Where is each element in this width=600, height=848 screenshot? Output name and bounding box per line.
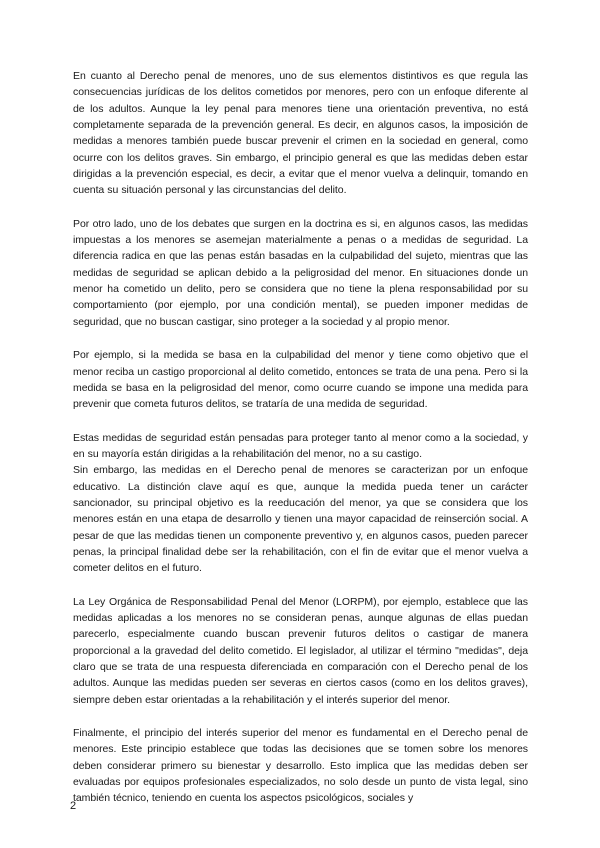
paragraph-lorpm: La Ley Orgánica de Responsabilidad Penal del Menor (LORPM), por ejemplo, establece que las medidas aplicadas a los menores no se consideran penas, aunque algunas de ellas puedan parecerlo, especialmente cuando buscan prevenir futuros delitos o castigar de manera proporcional a la gravedad del delito cometido. El legislador, al utilizar el término "medidas", deja claro que se trata de una respuesta diferenciada en comparación con el Derecho penal de los adultos. Aunque las medidas pueden ser severas en ciertos casos (como en los delitos graves), siempre deben estar orientadas a la rehabilitación y el interés superior del menor. (73, 595, 528, 706)
page-number: 2 (70, 800, 77, 812)
paragraph-interes-superior: Finalmente, el principio del interés superior del menor es fundamental en el Derecho penal de menores. Este principio establece que todas las decisiones que se tomen sobre los menores deben considerar primero su bienestar y desarrollo. Esto implica que las medidas deben ser evaluadas por equipos profesionales especializados, no solo desde un punto de vista legal, sino también técnico, teniendo en cuenta los aspectos psicológicos, sociales y (73, 727, 528, 805)
paragraph-medidas-seguridad: Estas medidas de seguridad están pensadas para proteger tanto al menor como a la sociedad, y en su mayoría están dirigidas a la rehabilitación del menor, no a su castigo. (73, 431, 528, 460)
paragraph-enfoque-educativo: Sin embargo, las medidas en el Derecho penal de menores se caracterizan por un enfoque educativo. La distinción clave aquí es que, aunque la medida pueda tener un carácter sancionador, su principal objetivo es la reeducación del menor, ya que se considera que los menores están en una etapa de desarrollo y tienen una mayor capacidad de reinserción social. A pesar de que las medidas tienen un componente preventivo y, en algunos casos, pueden parecer penas, la principal finalidad debe ser la rehabilitación, con el fin de evitar que el menor vuelva a cometer delitos en el futuro. (73, 464, 528, 575)
paragraph-derecho-penal-menores: En cuanto al Derecho penal de menores, uno de sus elementos distintivos es que regula las consecuencias jurídicas de los delitos cometidos por menores, pero con un enfoque diferente al de los adultos. Aunque la ley penal para menores tiene una orientación preventiva, no está completamente separada de la prevención general. Es decir, en algunos casos, la imposición de medidas a menores también puede buscar prevenir el crimen en la sociedad en general, como ocurre con los delitos graves. Sin embargo, el principio general es que las medidas deben estar dirigidas a la prevención especial, es decir, a evitar que el menor vuelva a delinquir, tomando en cuenta su situación personal y las circunstancias del delito. (73, 70, 528, 197)
paragraph-ejemplo-culpabilidad: Por ejemplo, si la medida se basa en la culpabilidad del menor y tiene como objetivo que el menor reciba un castigo proporcional al delito cometido, entonces se trata de una pena. Pero si la medida se basa en la peligrosidad del menor, como ocurre cuando se impone una medida para prevenir que cometa futuros delitos, se trataría de una medida de seguridad. (73, 349, 528, 411)
document-body (73, 68, 528, 824)
paragraph-debate-doctrina: Por otro lado, uno de los debates que surgen en la doctrina es si, en algunos casos, las medidas impuestas a los menores se asemejan materialmente a penas o a medidas de seguridad. La diferencia radica en que las penas están basadas en la culpabilidad del sujeto, mientras que las medidas de seguridad se aplican debido a la peligrosidad del menor. En situaciones donde un menor ha cometido un delito, pero se considera que no tiene la plena responsabilidad por su comportamiento (por ejemplo, por una condición mental), se pueden imponer medidas de seguridad, que no buscan castigar, sino proteger a la sociedad y al propio menor. (73, 217, 528, 328)
